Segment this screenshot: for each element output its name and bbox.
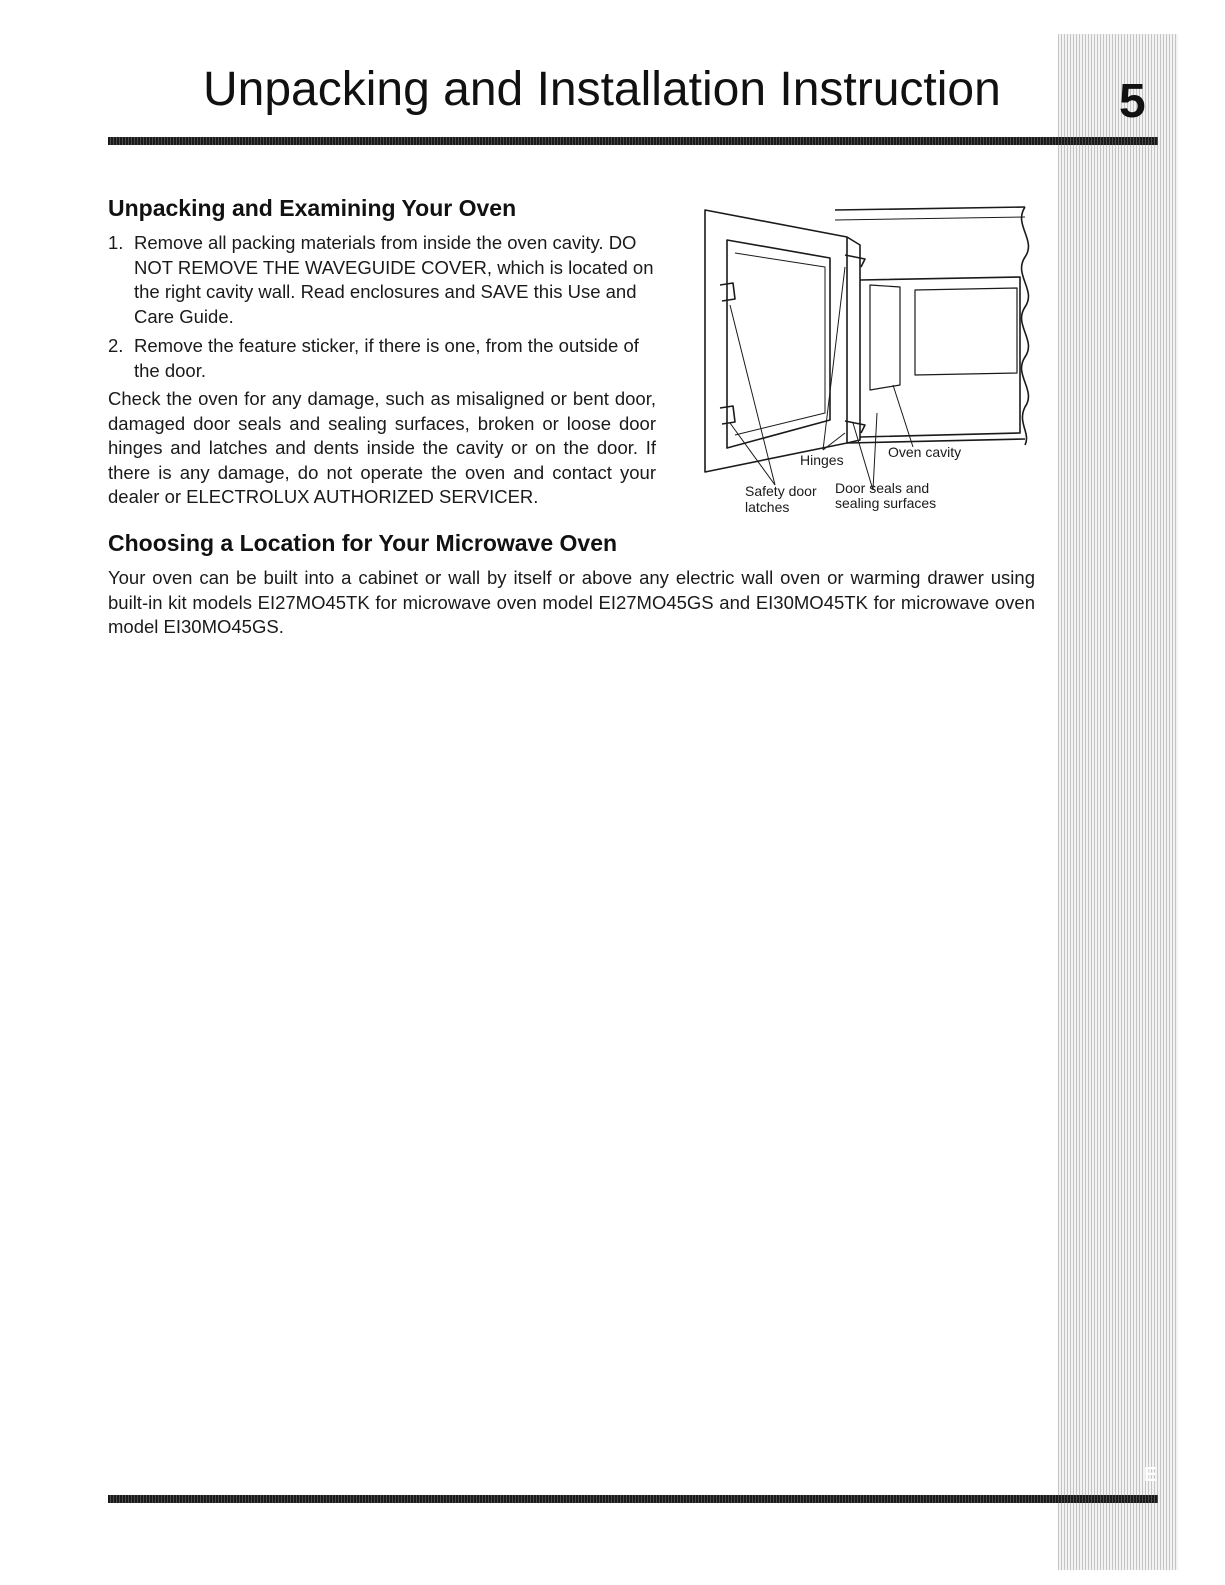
hinge-top (845, 255, 865, 267)
step-text: Remove all packing materials from inside the oven cavity. DO NOT REMOVE THE WAVEGUIDE COVER, which is located on the right cavity wall. Read enclosures and SAVE this Use and Care Guide. (134, 232, 654, 327)
location-paragraph: Your oven can be built into a cabinet or wall by itself or above any electric wall oven or warming drawer using built-in kit models EI27MO45TK for microwave oven model EI27MO45GS and EI30MO45TK for microwave oven model EI30MO45GS. (108, 567, 1035, 637)
oven-diagram (695, 195, 1050, 525)
step-number: 2. (108, 335, 124, 356)
door-window (727, 240, 830, 448)
label-safety-door: Safety door (745, 483, 817, 499)
label-hinges: Hinges (800, 452, 844, 468)
side-tab-letter: E (1144, 1464, 1158, 1486)
page-title: Unpacking and Installation Instruction (203, 63, 1001, 116)
page-number: 5 (1119, 75, 1146, 128)
label-door-seals: Door seals and (835, 480, 930, 496)
oven-cavity-outline (860, 277, 1020, 437)
step-text: Remove the feature sticker, if there is one, from the outside of the door. (134, 335, 639, 381)
oven-body-top (835, 207, 1025, 210)
label-latches: latches (745, 499, 790, 515)
label-oven-cavity: Oven cavity (888, 444, 962, 460)
header-rule (108, 137, 1158, 145)
section-heading-unpacking: Unpacking and Examining Your Oven (108, 195, 517, 221)
step-item (108, 334, 656, 383)
side-tab-pattern (1058, 34, 1178, 1570)
unpacking-steps (108, 231, 656, 388)
step-item (108, 231, 656, 329)
step-number: 1. (108, 232, 124, 253)
oven-body-bottom (847, 439, 1025, 443)
cutaway-edge (1022, 207, 1029, 445)
section-heading-location: Choosing a Location for Your Microwave Oven (108, 530, 618, 556)
damage-check-paragraph: Check the oven for any damage, such as misaligned or bent door, damaged door seals and sealing surfaces, broken or loose door hinges and latches and dents inside the cavity or on the door. If there is any damage, do not operate the oven and contact your dealer or ELECTROLUX AUTHORIZED SERVICER. (108, 388, 656, 507)
label-sealing-surfaces: sealing surfaces (835, 495, 937, 511)
footer-rule (108, 1495, 1158, 1503)
